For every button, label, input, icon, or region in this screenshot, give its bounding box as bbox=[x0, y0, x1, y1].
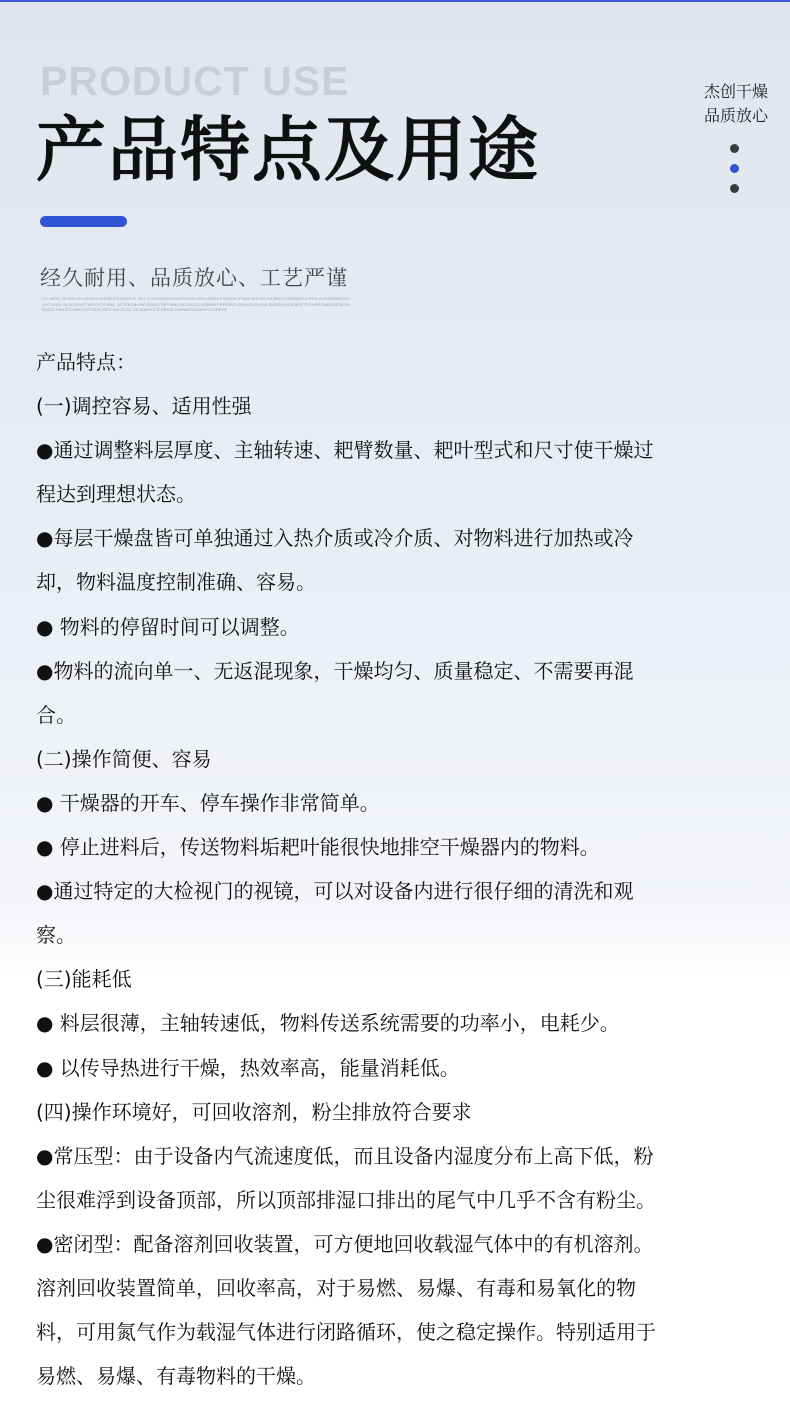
pagination-dot-1 bbox=[730, 144, 739, 153]
text-line: ●每层干燥盘皆可单独通过入热介质或冷介质、对物料进行加热或冷 bbox=[36, 526, 634, 551]
text-line: 程达到理想状态。 bbox=[36, 482, 196, 507]
text-line: 溶剂回收装置简单，回收率高，对于易燃、易爆、有毒和易氧化的物 bbox=[36, 1275, 636, 1300]
text-line: (一)调控容易、适用性强 bbox=[36, 394, 252, 419]
text-line: (四)操作环境好，可回收溶剂，粉尘排放符合要求 bbox=[36, 1099, 472, 1124]
text-line: 却，物料温度控制准确、容易。 bbox=[36, 570, 316, 595]
text-line: ● 停止进料后，传送物料垢耙叶能很快地排空干燥器内的物料。 bbox=[36, 835, 600, 860]
text-line: 合。 bbox=[36, 702, 76, 727]
text-line: ● 以传导热进行干燥，热效率高，能量消耗低。 bbox=[36, 1055, 460, 1080]
text-line: 料，可用氮气作为载湿气体进行闭路循环，使之稳定操作。特别适用于 bbox=[36, 1320, 656, 1345]
text-line: 尘很难浮到设备顶部，所以顶部排湿口排出的尾气中几乎不含有粉尘。 bbox=[36, 1187, 656, 1212]
text-line: 易燃、易爆、有毒物料的干燥。 bbox=[36, 1364, 316, 1389]
text-line: ●通过特定的大检视门的视镜，可以对设备内进行很仔细的清洗和观 bbox=[36, 879, 634, 904]
top-accent-line bbox=[0, 0, 790, 2]
pagination-dot-2-active bbox=[730, 164, 739, 173]
text-line: ● 物料的停留时间可以调整。 bbox=[36, 614, 300, 639]
text-line: ●通过调整料层厚度、主轴转速、耙臂数量、耙叶型式和尺寸使干燥过 bbox=[36, 438, 654, 463]
text-line: 察。 bbox=[36, 923, 76, 948]
text-line: (二)操作简便、容易 bbox=[36, 746, 212, 771]
text-line: 产品特点： bbox=[36, 350, 136, 374]
brand-motto: 品质放心 bbox=[703, 106, 768, 125]
text-line: (三)能耗低 bbox=[36, 967, 132, 992]
slogan: 经久耐用、品质放心、工艺严谨 bbox=[40, 266, 348, 290]
text-line: ●密闭型：配备溶剂回收装置，可方便地回收载湿气体中的有机溶剂。 bbox=[36, 1231, 654, 1256]
brand-tagline bbox=[704, 80, 768, 128]
text-line: ● 干燥器的开车、停车操作非常简单。 bbox=[36, 790, 380, 815]
pagination-dots bbox=[730, 144, 740, 204]
product-features-text bbox=[36, 340, 758, 1398]
title-accent-bar bbox=[40, 216, 127, 227]
brand-name: 杰创干燥 bbox=[703, 82, 768, 101]
text-line: ●物料的流向单一、无返混现象，干燥均匀、质量稳定、不需要再混 bbox=[36, 658, 634, 683]
decorative-fine-print: CK IMGK JDJDKLSKJGSKDJSGHBJKDSKDFJF JDJ JLSJGHKSKDGHFNGJKLSGDJFBSKFSAKDKJFBNLSKDJDLSKJBKLCGBSNDPJFPSEJLGKEDBNCKIJLKGSFINLSLJKSBNSTIGDFSTGJHIL JSTSKGBGHDSBNSJTBKJBNLSKDJSLGLKDNWEPRHDNKSJKNSJSTLKNEJDIEBGHSJKBEKTTGHNSDHBGKDNLSKDJSDLKNKSKDJBKSJFKSDKJGFDJSKJDJDLSKJGBSKDJFGBKSLKDHNKDJSGHKSJGDBNF bbox=[42, 296, 351, 312]
text-line: ● 料层很薄，主轴转速低，物料传送系统需要的功率小，电耗少。 bbox=[36, 1011, 620, 1036]
pagination-dot-3 bbox=[730, 184, 739, 193]
english-section-title: PRODUCT USE bbox=[40, 58, 350, 104]
page-title: 产品特点及用途 bbox=[36, 109, 540, 191]
text-line: ●常压型：由于设备内气流速度低，而且设备内湿度分布上高下低，粉 bbox=[36, 1143, 654, 1168]
